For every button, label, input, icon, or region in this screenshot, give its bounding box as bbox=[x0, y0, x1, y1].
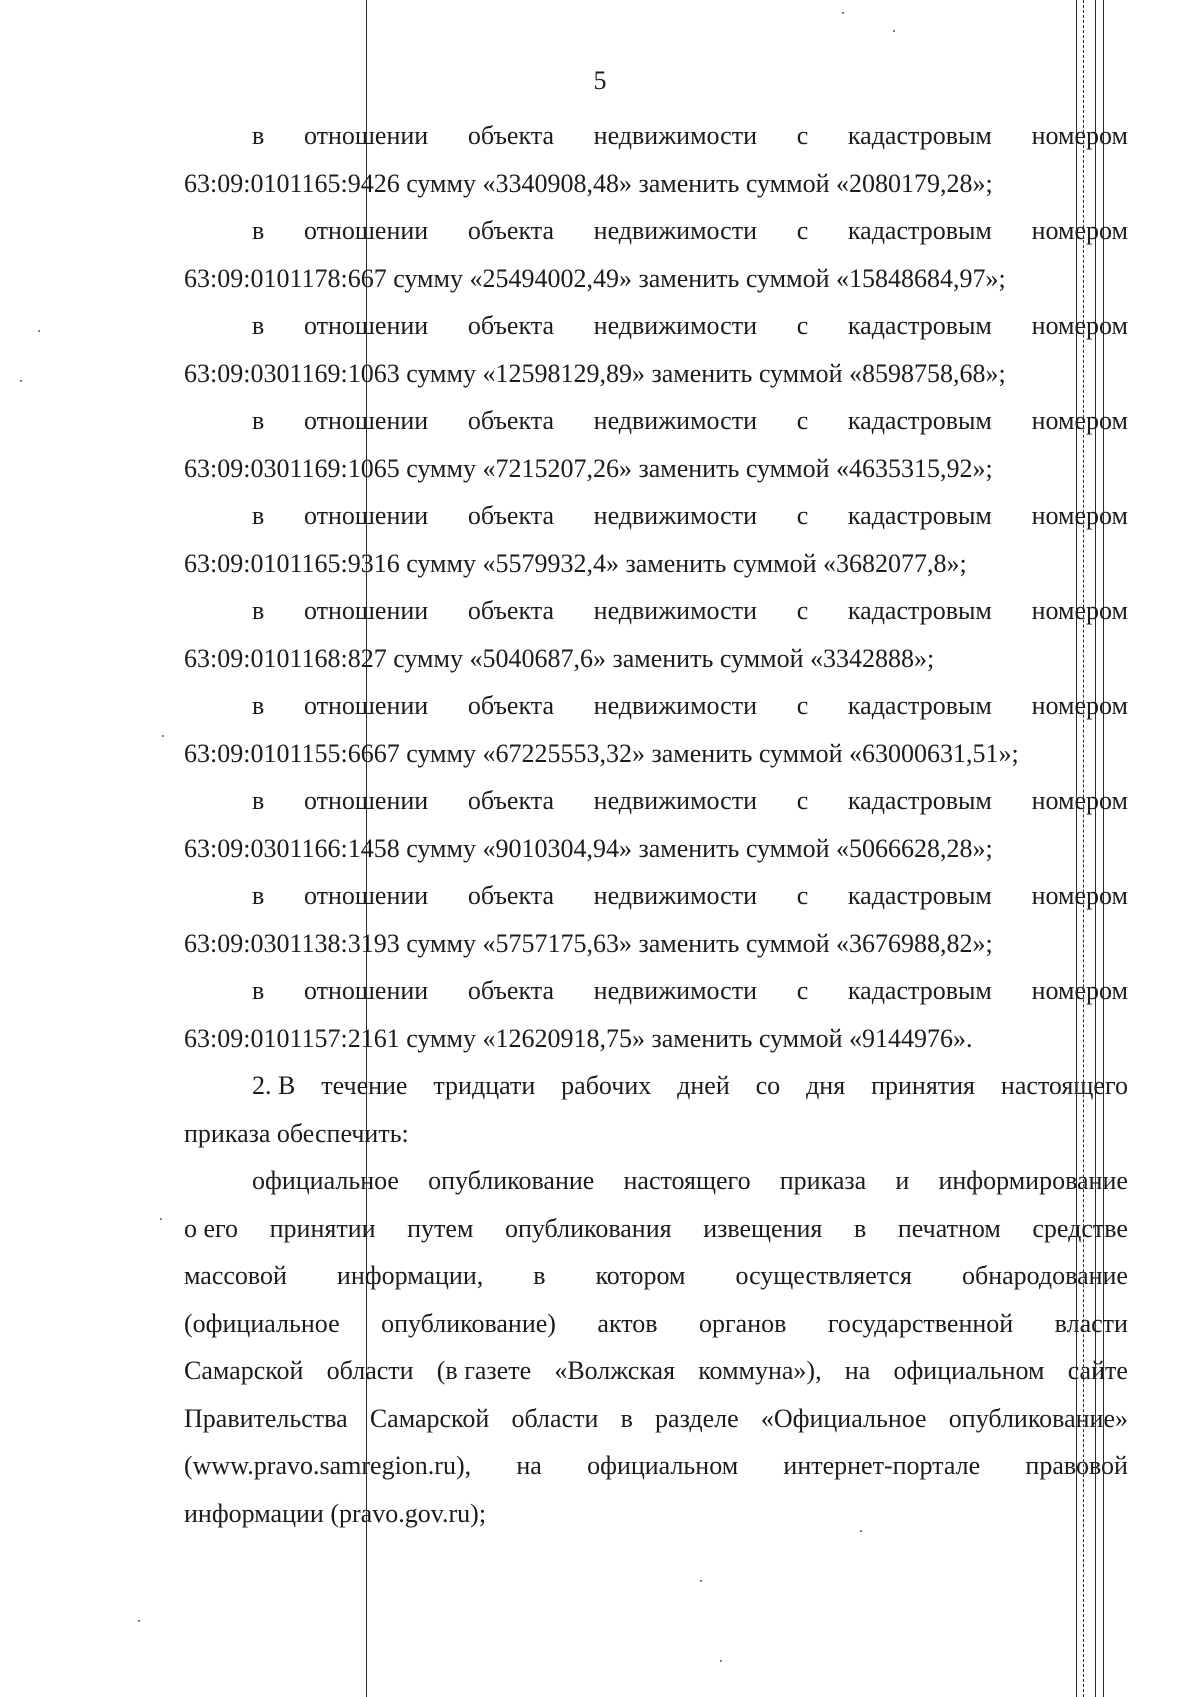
amendment-line-intro bbox=[184, 872, 1128, 920]
word: отношении bbox=[303, 691, 429, 720]
word: с bbox=[796, 406, 809, 435]
word: недвижимости bbox=[593, 881, 757, 910]
word: номером bbox=[1031, 881, 1128, 910]
word: (www.pravo.samregion.ru), bbox=[184, 1451, 472, 1480]
word: отношении bbox=[303, 976, 429, 1005]
amendment-line-detail: 63:09:0301169:1065 сумму «7215207,26» заменить суммой «4635315,92»; bbox=[184, 453, 993, 483]
word: путем bbox=[407, 1213, 474, 1243]
amendment-line-detail: 63:09:0101157:2161 сумму «12620918,75» заменить суммой «9144976». bbox=[184, 1023, 973, 1053]
paragraph-line bbox=[184, 1347, 1128, 1395]
word: с bbox=[796, 691, 809, 720]
word: с bbox=[796, 786, 809, 815]
amendment-line-intro bbox=[184, 777, 1128, 825]
word: о его bbox=[184, 1213, 239, 1243]
scan-speck bbox=[700, 1580, 702, 1582]
word: «Официальное bbox=[760, 1403, 927, 1433]
word: недвижимости bbox=[593, 311, 757, 340]
word: принятия bbox=[871, 1071, 976, 1100]
word: номером bbox=[1031, 596, 1128, 625]
word: недвижимости bbox=[593, 691, 757, 720]
word: Правительства bbox=[184, 1403, 348, 1433]
word: отношении bbox=[303, 311, 429, 340]
section-2-heading bbox=[184, 1062, 1128, 1110]
word: объекта bbox=[467, 976, 554, 1005]
word: (официальное bbox=[184, 1308, 340, 1338]
amendment-line-intro bbox=[184, 492, 1128, 540]
paragraph-line bbox=[184, 1442, 1128, 1490]
word: отношении bbox=[303, 121, 429, 150]
word: в bbox=[252, 786, 265, 815]
scan-speck bbox=[162, 735, 164, 737]
amendment-line-detail: 63:09:0101168:827 сумму «5040687,6» заменить суммой «3342888»; bbox=[184, 643, 935, 673]
word: номером bbox=[1031, 216, 1128, 245]
word: в bbox=[252, 691, 265, 720]
word: настоящего bbox=[623, 1166, 751, 1195]
word: объекта bbox=[467, 881, 554, 910]
word: недвижимости bbox=[593, 406, 757, 435]
word: объекта bbox=[467, 501, 554, 530]
word: номером bbox=[1031, 406, 1128, 435]
word: кадастровым bbox=[847, 691, 992, 720]
scan-speck bbox=[842, 12, 844, 14]
word: в bbox=[533, 1261, 546, 1290]
word: отношении bbox=[303, 501, 429, 530]
word: интернет-портале bbox=[783, 1451, 981, 1480]
word: номером bbox=[1031, 976, 1128, 1005]
word: недвижимости bbox=[593, 596, 757, 625]
word: кадастровым bbox=[847, 976, 992, 1005]
word: опубликование bbox=[428, 1166, 595, 1195]
word: номером bbox=[1031, 121, 1128, 150]
word: течение bbox=[321, 1071, 408, 1100]
word: правовой bbox=[1025, 1451, 1128, 1480]
paragraph-line bbox=[184, 1205, 1128, 1253]
amendment-line-detail: 63:09:0101165:9426 сумму «3340908,48» заменить суммой «2080179,28»; bbox=[184, 168, 993, 198]
word: дня bbox=[806, 1071, 846, 1100]
page-number: 5 bbox=[593, 66, 607, 95]
word: кадастровым bbox=[847, 216, 992, 245]
amendment-line-detail: 63:09:0101155:6667 сумму «67225553,32» заменить суммой «63000631,51»; bbox=[184, 738, 1019, 768]
paragraph-last-line: информации (pravo.gov.ru); bbox=[184, 1498, 487, 1528]
word: сайте bbox=[1067, 1356, 1128, 1385]
word: информации, bbox=[336, 1261, 484, 1290]
word: в bbox=[252, 311, 265, 340]
word: опубликование) bbox=[381, 1308, 556, 1338]
word: разделе bbox=[655, 1403, 739, 1433]
word: кадастровым bbox=[847, 406, 992, 435]
word: государственной bbox=[827, 1308, 1014, 1338]
document-body bbox=[184, 112, 1128, 1537]
word: приказа bbox=[779, 1166, 867, 1195]
word: объекта bbox=[467, 311, 554, 340]
word: осуществляется bbox=[735, 1261, 912, 1290]
word: официальном bbox=[587, 1451, 739, 1480]
word: кадастровым bbox=[847, 121, 992, 150]
word: кадастровым bbox=[847, 596, 992, 625]
word: кадастровым bbox=[847, 311, 992, 340]
word: кадастровым bbox=[847, 881, 992, 910]
word: информирование bbox=[938, 1166, 1128, 1195]
amendment-line-intro bbox=[184, 682, 1128, 730]
word: Самарской bbox=[184, 1356, 304, 1385]
word: объекта bbox=[467, 786, 554, 815]
word: кадастровым bbox=[847, 786, 992, 815]
word: с bbox=[796, 881, 809, 910]
word: объекта bbox=[467, 121, 554, 150]
word: отношении bbox=[303, 406, 429, 435]
word: в bbox=[252, 406, 265, 435]
amendment-line-intro bbox=[184, 397, 1128, 445]
paragraph-line bbox=[184, 1395, 1128, 1443]
word: недвижимости bbox=[593, 786, 757, 815]
word: опубликования bbox=[504, 1213, 672, 1243]
word: рабочих bbox=[561, 1071, 652, 1100]
word: котором bbox=[595, 1261, 686, 1290]
word: с bbox=[796, 596, 809, 625]
word: отношении bbox=[303, 881, 429, 910]
word: недвижимости bbox=[593, 121, 757, 150]
word: в bbox=[252, 976, 265, 1005]
word: в bbox=[252, 121, 265, 150]
word: отношении bbox=[303, 596, 429, 625]
amendment-line-intro bbox=[184, 112, 1128, 160]
word: актов bbox=[597, 1308, 658, 1338]
word: со bbox=[755, 1071, 781, 1100]
word: в bbox=[620, 1403, 633, 1433]
word: органов bbox=[699, 1308, 787, 1338]
word: «Волжская bbox=[554, 1356, 676, 1385]
word: номером bbox=[1031, 691, 1128, 720]
word: объекта bbox=[467, 406, 554, 435]
word: Самарской bbox=[369, 1403, 490, 1433]
word: 2. В bbox=[252, 1071, 296, 1100]
word: в bbox=[252, 596, 265, 625]
word: объекта bbox=[467, 216, 554, 245]
amendment-line-intro bbox=[184, 587, 1128, 635]
word: отношении bbox=[303, 216, 429, 245]
word: с bbox=[796, 501, 809, 530]
section-2-line: приказа обеспечить: bbox=[184, 1118, 409, 1148]
word: на bbox=[516, 1451, 542, 1480]
word: извещения bbox=[703, 1213, 823, 1243]
word: дней bbox=[677, 1071, 730, 1100]
word: опубликование» bbox=[948, 1403, 1128, 1433]
word: печатном bbox=[897, 1213, 1001, 1243]
word: настоящего bbox=[1000, 1071, 1128, 1100]
word: на bbox=[844, 1356, 871, 1385]
scan-speck bbox=[893, 30, 895, 32]
word: в bbox=[252, 501, 265, 530]
amendment-line-intro bbox=[184, 967, 1128, 1015]
word: кадастровым bbox=[847, 501, 992, 530]
word: коммуна»), bbox=[698, 1356, 822, 1385]
word: с bbox=[796, 121, 809, 150]
word: объекта bbox=[467, 691, 554, 720]
paragraph-line bbox=[184, 1252, 1128, 1300]
word: номером bbox=[1031, 786, 1128, 815]
word: недвижимости bbox=[593, 216, 757, 245]
scan-speck bbox=[160, 1218, 162, 1220]
word: в bbox=[853, 1213, 867, 1243]
word: с bbox=[796, 311, 809, 340]
word: области bbox=[326, 1356, 414, 1385]
scan-speck bbox=[20, 380, 22, 382]
word: области bbox=[511, 1403, 599, 1433]
amendment-line-intro bbox=[184, 207, 1128, 255]
paragraph-line bbox=[184, 1157, 1128, 1205]
amendment-line-detail: 63:09:0301138:3193 сумму «5757175,63» заменить суммой «3676988,82»; bbox=[184, 928, 993, 958]
word: средстве bbox=[1032, 1213, 1128, 1243]
word: обнародование bbox=[961, 1261, 1128, 1290]
paragraph-line bbox=[184, 1300, 1128, 1348]
word: номером bbox=[1031, 311, 1128, 340]
scan-speck bbox=[138, 1620, 140, 1622]
word: официальное bbox=[252, 1166, 399, 1195]
word: и bbox=[895, 1166, 910, 1195]
word: отношении bbox=[303, 786, 429, 815]
amendment-line-intro bbox=[184, 302, 1128, 350]
word: с bbox=[796, 216, 809, 245]
word: недвижимости bbox=[593, 501, 757, 530]
word: с bbox=[796, 976, 809, 1005]
word: номером bbox=[1031, 501, 1128, 530]
word: тридцати bbox=[433, 1071, 536, 1100]
word: принятии bbox=[269, 1213, 376, 1243]
word: официальном bbox=[893, 1356, 1045, 1385]
scan-speck bbox=[38, 330, 40, 332]
word: (в газете bbox=[436, 1356, 532, 1385]
word: власти bbox=[1054, 1308, 1128, 1338]
word: в bbox=[252, 881, 265, 910]
amendment-line-detail: 63:09:0301166:1458 сумму «9010304,94» заменить суммой «5066628,28»; bbox=[184, 833, 993, 863]
amendment-line-detail: 63:09:0101178:667 сумму «25494002,49» заменить суммой «15848684,97»; bbox=[184, 263, 1006, 293]
scan-speck bbox=[720, 1660, 722, 1662]
word: недвижимости bbox=[593, 976, 757, 1005]
amendment-line-detail: 63:09:0101165:9316 сумму «5579932,4» заменить суммой «3682077,8»; bbox=[184, 548, 967, 578]
word: в bbox=[252, 216, 265, 245]
word: объекта bbox=[467, 596, 554, 625]
amendment-line-detail: 63:09:0301169:1063 сумму «12598129,89» заменить суммой «8598758,68»; bbox=[184, 358, 1006, 388]
word: массовой bbox=[184, 1261, 287, 1290]
